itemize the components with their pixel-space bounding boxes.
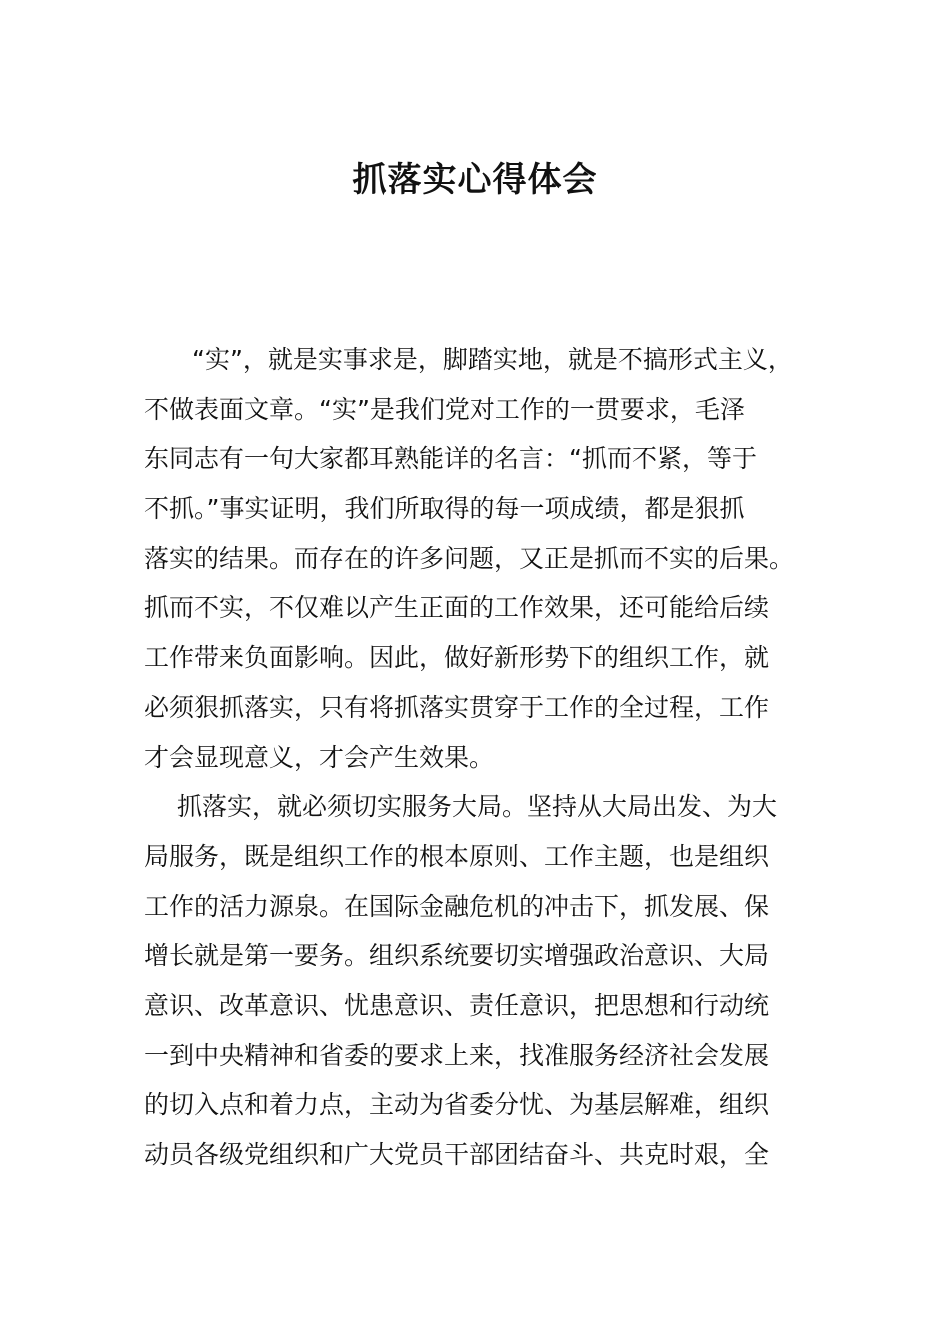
paragraph-line: “实”，就是实事求是，脚踏实地，就是不搞形式主义， [192,345,793,374]
paragraph-line: 的切入点和着力点，主动为省委分忧、为基层解难，组织 [144,1090,770,1120]
paragraph-line: 增长就是第一要务。组织系统要切实增强政治意识、大局 [144,941,770,971]
paragraph-1 [144,335,804,782]
paragraph-line: 意识、改革意识、忧患意识、责任意识，把思想和行动统 [144,990,770,1020]
paragraph-line: 东同志有一句大家都耳熟能详的名言：“抓而不紧，等于 [144,444,757,474]
paragraph-line: 不抓。”事实证明，我们所取得的每一项成绩，都是狠抓 [144,494,745,524]
paragraph-line: 才会显现意义，才会产生效果。 [144,742,495,772]
page-title: 抓落实心得体会 [352,160,598,200]
paragraph-line: 必须狠抓落实，只有将抓落实贯穿于工作的全过程，工作 [144,692,770,722]
paragraph-line: 不做表面文章。“实”是我们党对工作的一贯要求，毛泽 [144,394,745,424]
paragraph-line: 局服务，既是组织工作的根本原则、工作主题，也是组织 [144,841,770,871]
paragraph-line: 落实的结果。而存在的许多问题，又正是抓而不实的后果。 [144,543,795,573]
paragraph-line: 动员各级党组织和广大党员干部团结奋斗、共克时艰，全 [144,1140,770,1169]
paragraph-2 [144,782,804,1180]
paragraph-line: 一到中央精神和省委的要求上来，找准服务经济社会发展 [144,1040,770,1070]
paragraph-line: 工作带来负面影响。因此，做好新形势下的组织工作，就 [144,643,770,673]
paragraph-line: 工作的活力源泉。在国际金融危机的冲击下，抓发展、保 [144,891,770,921]
paragraph-line: 抓落实，就必须切实服务大局。坚持从大局出发、为大 [177,792,778,822]
document-body [144,335,804,1180]
paragraph-line: 抓而不实，不仅难以产生正面的工作效果，还可能给后续 [144,593,770,623]
